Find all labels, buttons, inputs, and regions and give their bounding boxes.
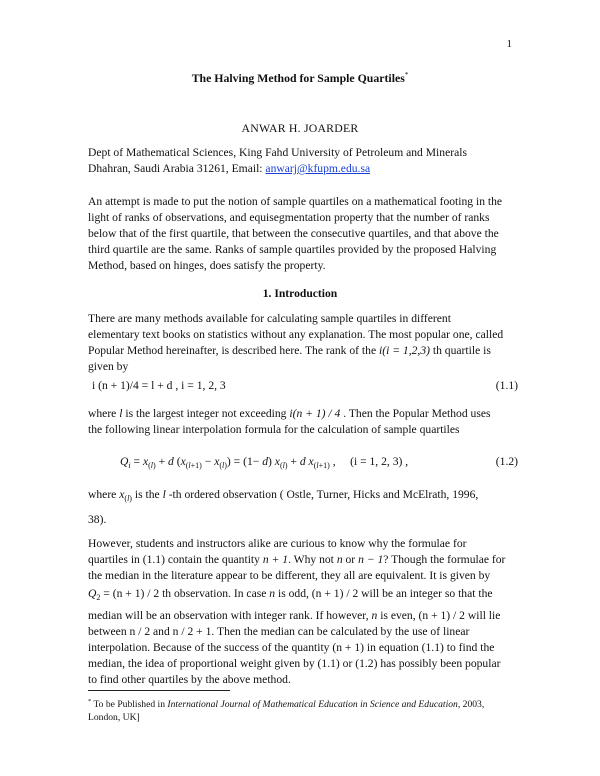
abstract-line: light of ranks of observations, and equisegmentation property that the number of ranks [88, 211, 490, 224]
math: n − 1 [358, 553, 384, 566]
text: -th ordered observation ( Ostle, Turner, Hicks and McElrath, 1996, [165, 488, 479, 501]
equation-1-1-number: (1.1) [495, 379, 518, 392]
footnote-mark: * [88, 698, 92, 705]
text: where [88, 407, 120, 420]
equation-1-1-body: i (n + 1)/4 = l + d , i = 1, 2, 3 [92, 379, 226, 392]
text: is the largest integer not exceeding [122, 407, 290, 420]
para-line: 38). [88, 513, 107, 526]
para-line: interpolation. Because of the success of the quantity (n + 1) in equation (1.1) to find the [88, 641, 495, 654]
text: or [342, 553, 359, 566]
intro-math: i(i = 1,2,3) [379, 344, 430, 357]
text: , 2003, [457, 699, 485, 711]
math-expr: i(n + 1) / 4 [289, 407, 341, 420]
affiliation-line-2 [88, 161, 518, 177]
equation-1-2 [120, 454, 518, 474]
math: n [336, 553, 343, 566]
footnote-line [88, 695, 518, 711]
footnote-rule [88, 690, 230, 691]
journal-name: International Journal of Mathematical Education in Science and Education [167, 699, 458, 711]
footnote-line: London, UK] [88, 712, 140, 724]
paper-title [0, 70, 600, 86]
equation-1-2-range: (i = 1, 2, 3) , [350, 455, 409, 468]
math: n [269, 587, 276, 600]
email-link[interactable]: anwarj@kfupm.edu.sa [265, 162, 371, 175]
abstract [88, 194, 518, 274]
para-line [88, 552, 518, 568]
math: n [371, 609, 378, 622]
para-line: the following linear interpolation formula for the calculation of sample quartiles [88, 423, 460, 436]
affiliation-address: Dhahran, Saudi Arabia 31261, Email: [88, 162, 266, 175]
para-line: where $x_{(l)}$ is the l -th ordered observation ( Ostle, Turner, Hicks and McElrath, 1996, [88, 488, 479, 503]
section-heading: 1. Introduction [262, 287, 338, 300]
para-line: median, the idea of proportional weight given by (1.1) or (1.2) has possibly been popular [88, 657, 501, 670]
intro-text-tail: th quartile is [429, 344, 491, 357]
text: is the [131, 488, 163, 501]
text: To be Published in [91, 699, 168, 711]
page-number: 1 [506, 38, 512, 50]
equation-1-2-number: (1.2) [495, 455, 518, 468]
intro-text: Popular Method hereinafter, is described here. The rank of the [88, 344, 379, 357]
para-line [88, 406, 518, 422]
abstract-line: third quartile are the same. Ranks of sample quartiles provided by the proposed Halving [88, 243, 497, 256]
title-text: The Halving Method for Sample Quartiles [191, 71, 405, 85]
abstract-line: below that of the first quartile, that between the consecutive quartiles, and that above the [88, 227, 499, 240]
text: is even, (n + 1) / 2 will lie [377, 609, 501, 622]
para-line: the median in the literature appear to be different, they all are equivalent. It is given by [88, 569, 491, 582]
equation-1-2-body: $Q_i = x_{(l)} + d$ $(x_{(l+1)} - x_{(l)}) = (1- d) x_{(l)} + d$ $x_{(l+1)}$ , (i = 1, 2, 3) , [120, 455, 409, 470]
intro-line: given by [88, 360, 129, 373]
affiliation [88, 145, 518, 177]
text: ? Though the formulae for [383, 553, 506, 566]
para-line [88, 608, 518, 624]
discussion-paragraph [88, 536, 518, 688]
text: . Why not [288, 553, 337, 566]
abstract-line: An attempt is made to put the notion of sample quartiles on a mathematical footing in the [88, 195, 503, 208]
para-line: to find other quartiles by the above method. [88, 673, 291, 686]
intro-line [88, 343, 518, 359]
abstract-line: Method, based on hinges, does satisfy the property. [88, 259, 326, 272]
footnote [88, 695, 518, 724]
math-q: Q [120, 455, 129, 468]
para-line: $Q_2 = (n + 1) / 2$ th observation. In case n is odd, (n + 1) / 2 will be an integer so that the [88, 587, 493, 602]
equation-1-1 [88, 378, 518, 394]
math: n + 1 [262, 553, 289, 566]
paragraph-after-eq1 [88, 406, 518, 438]
text: . Then the Popular Method uses [340, 407, 491, 420]
intro-line: elementary text books on statistics without any explanation. The most popular one, called [88, 328, 504, 341]
author-name: ANWAR H. JOARDER [241, 121, 359, 135]
text: quartiles in (1.1) contain the quantity [88, 553, 263, 566]
intro-paragraph [88, 311, 518, 375]
affiliation-line-1: Dept of Mathematical Sciences, King Fahd University of Petroleum and Minerals [88, 146, 467, 159]
math-l: l [119, 407, 123, 420]
where-paragraph [88, 487, 518, 528]
text: where [88, 488, 120, 501]
text: median will be an observation with integer rank. If however, [88, 609, 372, 622]
text: is odd, (n + 1) / 2 will be an integer so that the [275, 587, 493, 600]
intro-line: There are many methods available for calculating sample quartiles in different [88, 312, 451, 325]
title-footnote-mark: * [404, 71, 409, 79]
text: = (n + 1) / 2 th observation. In case [100, 587, 270, 600]
para-line: However, students and instructors alike are curious to know why the formulae for [88, 537, 467, 550]
para-line: between n / 2 and n / 2 + 1. Then the median can be calculated by the use of linear [88, 625, 470, 638]
